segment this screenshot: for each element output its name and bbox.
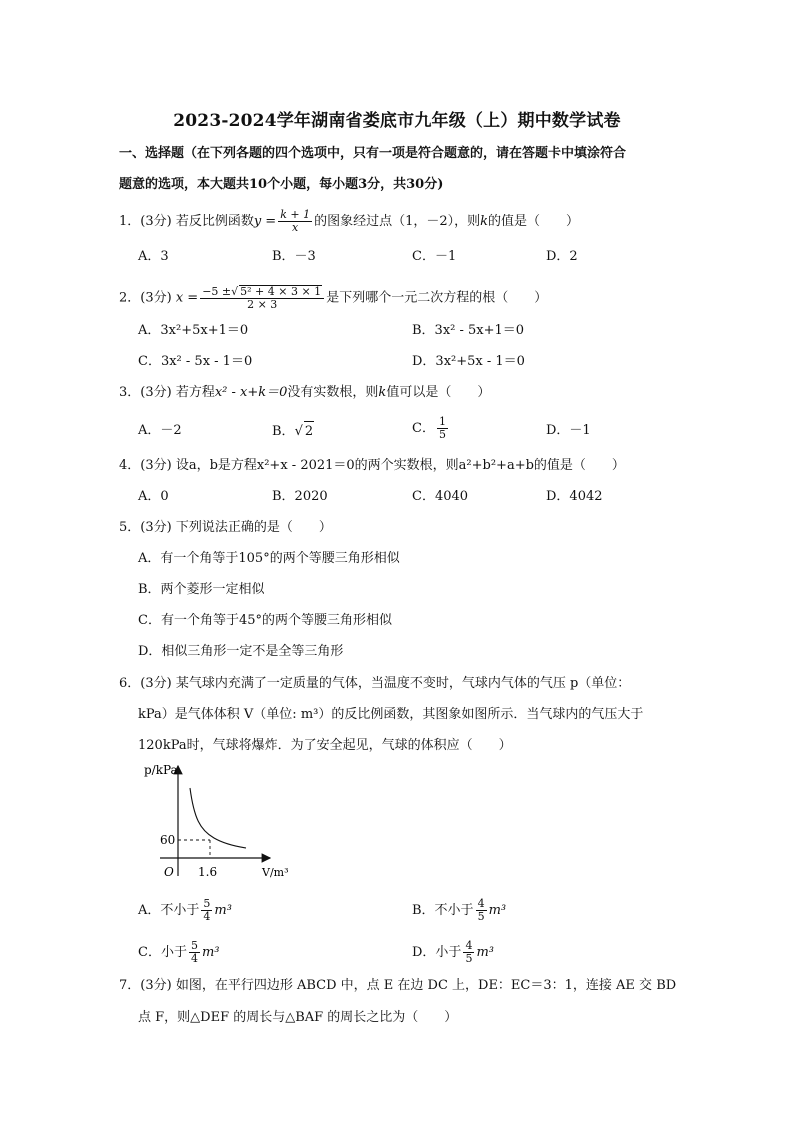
q6-option-b[interactable] xyxy=(412,898,506,923)
q6-option-a-num: 5 xyxy=(203,897,211,910)
q6-option-c-den: 4 xyxy=(190,952,198,965)
q1-var: k xyxy=(480,214,489,229)
question-1 xyxy=(119,209,579,234)
q1-option-d[interactable]: D．2 xyxy=(546,249,578,264)
q6-option-b-den: 5 xyxy=(477,910,485,923)
question-3 xyxy=(119,383,490,403)
q3-option-c-num: 1 xyxy=(438,415,446,428)
q6-option-c[interactable] xyxy=(138,940,220,965)
q2-x-eq: x = xyxy=(175,290,199,306)
question-6-line3: 120kPa时，气球将爆炸．为了安全起见，气球的体积应（ ） xyxy=(138,738,512,753)
q4-option-b[interactable]: B．2020 xyxy=(272,489,328,504)
q4-option-d[interactable]: D．4042 xyxy=(546,489,603,504)
q6-option-d-fraction xyxy=(463,940,474,965)
q2-fraction xyxy=(200,285,324,311)
q6-option-d-den: 5 xyxy=(465,952,473,965)
question-6-line2: kPa）是气体体积 V（单位: m³）的反比例函数，其图象如图所示．当气球内的气压大于 xyxy=(138,707,644,722)
q5-option-c[interactable]: C．有一个角等于45°的两个等腰三角形相似 xyxy=(138,613,392,628)
q6-option-a-unit: m³ xyxy=(214,903,232,918)
q2-suffix: 是下列哪个一元二次方程的根（ ） xyxy=(326,290,548,306)
hyperbola-curve xyxy=(190,788,246,848)
q6-option-a-label: A．不小于 xyxy=(138,903,200,918)
q6-option-b-fraction xyxy=(476,898,487,923)
q3-option-a[interactable]: A．－2 xyxy=(138,423,182,438)
q3-var: k xyxy=(378,385,387,400)
q1-end: 的值是（ ） xyxy=(488,214,580,229)
q3-option-d[interactable]: D．－1 xyxy=(546,423,591,438)
q4-option-a[interactable]: A．0 xyxy=(138,489,169,504)
q4-option-c[interactable]: C．4040 xyxy=(412,489,469,504)
x-tick-label: 1.6 xyxy=(198,865,218,879)
q6-option-c-label: C．小于 xyxy=(138,945,187,960)
q2-num-a: −5 ± xyxy=(202,285,232,298)
q1-option-c[interactable]: C．－1 xyxy=(412,249,457,264)
q6-option-c-num: 5 xyxy=(190,939,198,952)
section-instructions-line2: 题意的选项，本大题共10个小题，每小题3分，共30分) xyxy=(119,177,444,192)
q2-num-b: 5² + 4 × 3 × 1 xyxy=(240,285,322,298)
q3-text-c: 值可以是（ ） xyxy=(386,385,491,400)
q6-option-c-fraction xyxy=(189,940,200,965)
q3-option-c-fraction xyxy=(437,416,448,441)
q1-prefix: 1．(3分) 若反比例函数 xyxy=(119,214,254,229)
q5-option-b[interactable]: B．两个菱形一定相似 xyxy=(138,582,265,597)
q6-option-d-num: 4 xyxy=(465,939,473,952)
origin-label: O xyxy=(164,865,174,879)
q1-option-a[interactable]: A．3 xyxy=(138,249,169,264)
question-2 xyxy=(119,285,547,311)
q1-suffix: 的图象经过点（1，－2），则 xyxy=(314,214,481,229)
q1-frac-den: x xyxy=(292,221,299,234)
q6-option-a-den: 4 xyxy=(203,910,211,923)
q3-option-c-den: 5 xyxy=(438,428,446,441)
question-7-line1: 7．(3分) 如图，在平行四边形 ABCD 中，点 E 在边 DC 上，DE：EC＝3：1，连接 AE 交 BD xyxy=(119,978,677,993)
question-4: 4．(3分) 设a，b是方程x²+x - 2021＝0的两个实数根，则a²+b²+a+b的值是（ ） xyxy=(119,458,625,473)
q6-option-d-unit: m³ xyxy=(476,945,494,960)
question-7-line2: 点 F，则△DEF 的周长与△BAF 的周长之比为（ ） xyxy=(138,1010,458,1025)
q3-option-c-label: C． xyxy=(412,421,435,436)
q3-option-b[interactable]: B．√ 2 xyxy=(272,421,314,442)
q1-frac-num: k + 1 xyxy=(280,208,311,221)
page-title: 2023-2024学年湖南省娄底市九年级（上）期中数学试卷 xyxy=(173,111,621,131)
q2-option-b[interactable]: B．3x² - 5x+1＝0 xyxy=(412,323,525,338)
q2-frac-den: 2 × 3 xyxy=(247,298,278,311)
q6-option-b-label: B．不小于 xyxy=(412,903,474,918)
section-instructions-line1: 一、选择题（在下列各题的四个选项中，只有一项是符合题意的，请在答题卡中填涂符合 xyxy=(119,146,627,161)
q2-option-a[interactable]: A．3x²+5x+1＝0 xyxy=(138,323,249,338)
q6-option-a[interactable] xyxy=(138,898,232,923)
q2-frac-num: −5 ±√ 5² + 4 × 3 × 1 xyxy=(200,285,324,299)
q1-fraction xyxy=(278,209,312,234)
x-axis-label: V/m³ xyxy=(262,866,289,879)
q6-pressure-volume-graph xyxy=(140,758,310,888)
question-5: 5．(3分) 下列说法正确的是（ ） xyxy=(119,520,332,535)
q2-option-c[interactable]: C．3x² - 5x - 1＝0 xyxy=(138,354,253,369)
q2-prefix: 2．(3分) xyxy=(119,290,172,306)
y-tick-label: 60 xyxy=(160,833,176,847)
q3-equation: x² - x+k＝0 xyxy=(214,385,288,400)
q6-option-a-fraction xyxy=(201,898,212,923)
q6-option-c-unit: m³ xyxy=(201,945,220,960)
q2-option-d[interactable]: D．3x²+5x - 1＝0 xyxy=(412,354,525,369)
q3-text-a: 3．(3分) 若方程 xyxy=(119,385,215,400)
y-axis-label: p/kPa xyxy=(144,763,178,777)
q6-option-b-unit: m³ xyxy=(488,903,507,918)
q1-y-eq: y = xyxy=(253,214,277,229)
q5-option-a[interactable]: A．有一个角等于105°的两个等腰三角形相似 xyxy=(138,551,400,566)
q6-option-d[interactable] xyxy=(412,940,494,965)
q1-option-b[interactable]: B．－3 xyxy=(272,249,316,264)
q5-option-d[interactable]: D．相似三角形一定不是全等三角形 xyxy=(138,644,344,659)
q3-option-b-label: B． xyxy=(272,424,295,439)
q3-text-b: 没有实数根，则 xyxy=(287,385,379,400)
q3-option-c[interactable] xyxy=(412,416,450,441)
q3-option-b-sqrt: 2 xyxy=(304,421,314,442)
q6-option-b-num: 4 xyxy=(477,897,485,910)
question-6-line1: 6．(3分) 某气球内充满了一定质量的气体，当温度不变时，气球内气体的气压 p（单位： xyxy=(119,676,631,691)
q6-option-d-label: D．小于 xyxy=(412,945,462,960)
